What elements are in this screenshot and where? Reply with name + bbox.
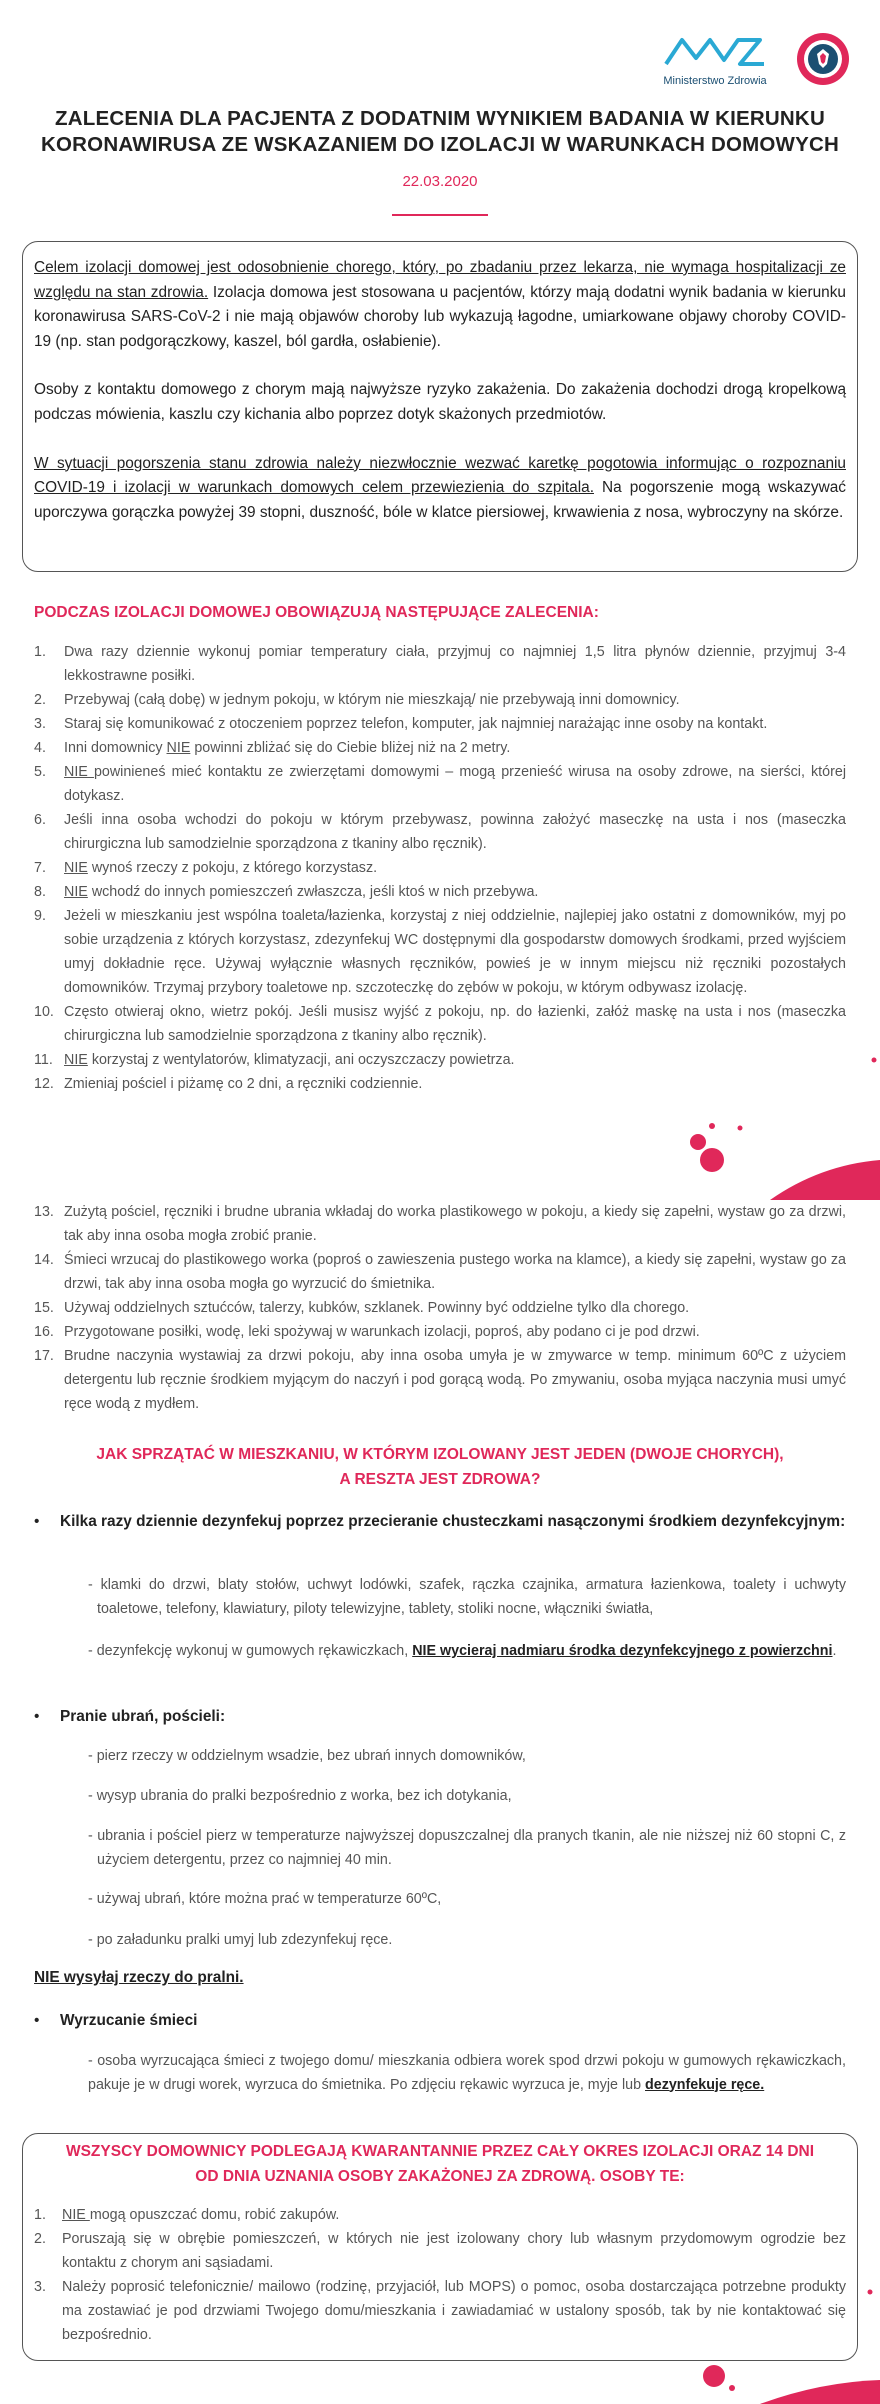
cleaning-bullet-laundry: • Pranie ubrań, pościeli:: [34, 1704, 846, 1729]
list-item: [34, 1248, 846, 1296]
nie-emphasis: NIE: [64, 860, 88, 876]
nie-emphasis: NIE: [62, 2207, 90, 2223]
list-item: [34, 1200, 846, 1248]
disinfect-surfaces-text: - klamki do drzwi, blaty stołów, uchwyt lodówki, szafek, rączka czajnika, armatura łazienkowa, toalety i uchwyty toaletowe, telefony, klawiatury, piloty telewizyjne, tablety, stoliki nocne, włączniki światła,: [88, 1577, 846, 1617]
list-item-text: powinni zbliżać się do Ciebie bliżej niż na 2 metry.: [190, 740, 511, 756]
list-item-number: 17.: [34, 1348, 54, 1364]
list-item-number: 1.: [34, 644, 46, 660]
list-item-number: 6.: [34, 812, 46, 828]
list-item-number: 16.: [34, 1324, 54, 1340]
nie-emphasis: NIE: [166, 740, 191, 756]
laundry-step-3: - ubrania i pościel pierz w temperaturze najwyższej dopuszczalnej dla pranych tkanin, ale nie niższej niż 60 stopni C, z użyciem detergentu, przez co najmniej 40 min.: [88, 1828, 846, 1868]
list-item-text: Należy poprosić telefonicznie/ mailowo (rodzinę, przyjaciół, lub MOPS) o pomoc, osoba dostarczająca potrzebne produkty ma zostawiać je pod drzwiami Twojego domu/mieszkania i zawiadamiać w ustalony sposób, tak by nie kontaktować się bezpośrednio.: [62, 2279, 846, 2343]
list-item: [34, 904, 846, 1000]
list-item-number: 8.: [34, 884, 46, 900]
sanitary-inspection-seal-icon: [796, 32, 850, 86]
decorative-red-dots: [660, 1110, 880, 1200]
laundry-step-1: - pierz rzeczy w oddzielnym wsadzie, bez ubrań innych domowników,: [88, 1748, 526, 1764]
list-item-number: 7.: [34, 860, 46, 876]
list-item-number: 11.: [34, 1052, 53, 1068]
ministry-logo: [660, 34, 770, 87]
list-item: [34, 1296, 846, 1320]
logos: [660, 30, 850, 90]
cleaning-bullet-disinfect: • Kilka razy dziennie dezynfekuj poprzez przecieranie chusteczkami nasączonymi środkiem dezynfekcyjnym:: [34, 1509, 846, 1534]
list-item-text: Zużytą pościel, ręczniki i brudne ubrania wkładaj do worka plastikowego w pokoju, a kiedy się zapełni, wystaw go za drzwi, tak aby inna osoba mogła zrobić pranie.: [64, 1204, 846, 1244]
list-item-text: Staraj się komunikować z otoczeniem poprzez telefon, komputer, jak najmniej narażając inne osoby na kontakt.: [64, 716, 768, 732]
list-item: [34, 1344, 846, 1416]
list-item-number: 3.: [34, 716, 46, 732]
cleaning-bullet-trash: • Wyrzucanie śmieci: [34, 2008, 846, 2033]
nie-emphasis: NIE: [64, 884, 88, 900]
list-item-text: Używaj oddzielnych sztućców, talerzy, kubków, szklanek. Powinny być oddzielne tylko dla chorego.: [64, 1300, 690, 1316]
recommendations-list: [34, 640, 846, 1096]
ministry-logo-icon: [660, 34, 770, 68]
list-item: [34, 2203, 846, 2227]
intro-box: [22, 241, 858, 572]
list-item-text: wynoś rzeczy z pokoju, z którego korzystasz.: [87, 860, 378, 876]
list-item-number: 10.: [34, 1004, 54, 1020]
publication-date: 22.03.2020: [402, 173, 478, 190]
nie-emphasis: NIE: [64, 1052, 88, 1068]
list-item-text: Przygotowane posiłki, wodę, leki spożywaj w warunkach izolacji, poproś, aby podano ci je pod drzwi.: [64, 1324, 700, 1340]
list-item-prefix: Inni domownicy: [64, 740, 167, 756]
list-item-text: mogą opuszczać domu, robić zakupów.: [89, 2207, 340, 2223]
list-item-text: Jeżeli w mieszkaniu jest wspólna toaleta/łazienka, korzystaj z niej oddzielnie, najlepiej jako ostatni z domowników, myj po sobie urządzenia z których korzystasz, zdezynfekuj WC dostępnymi dla gospodarstw domowych środkami, przed wyjściem umyj dokładnie ręce. Używaj wyłącznie własnych ręczników, powieś je w innym miejscu niż ręczniki pozostałych domowników. Trzymaj przybory toaletowe np. szczoteczkę do zębów w pokoju, w którym odbywasz izolację.: [64, 908, 846, 996]
bullet-icon: •: [34, 1513, 40, 1530]
list-item-number: 15.: [34, 1300, 54, 1316]
nie-emphasis: NIE: [64, 764, 94, 780]
list-item: [34, 1000, 846, 1048]
list-item-number: 2.: [34, 2231, 46, 2247]
list-item-text: Śmieci wrzucaj do plastikowego worka (poproś o zawieszenia pustego worka na klamce), a kiedy się zapełni, wystaw go za drzwi, tak aby inna osoba mogła go wyrzucić do śmietnika.: [64, 1252, 846, 1292]
ministry-caption: Ministerstwo Zdrowia: [663, 75, 767, 87]
no-laundromat-warning: NIE wysyłaj rzeczy do pralni.: [34, 1969, 244, 1986]
laundry-step-2: - wysyp ubrania do pralki bezpośrednio z worka, bez ich dotykania,: [88, 1788, 512, 1804]
list-item: [34, 760, 846, 808]
recommendations-heading: PODCZAS IZOLACJI DOMOWEJ OBOWIĄZUJĄ NASTĘPUJĄCE ZALECENIA:: [34, 604, 599, 621]
recommendations-list-continued: [34, 1200, 846, 1416]
list-item: [34, 640, 846, 688]
list-item: [34, 1072, 846, 1096]
list-item-number: 14.: [34, 1252, 54, 1268]
intro-paragraph-1: Celem izolacji domowej jest odosobnienie chorego, który, po zbadaniu przez lekarza, nie wymaga hospitalizacji ze względu na stan zdrowia. Izolacja domowa jest stosowana u pacjentów, którzy mają dodatni wynik badania w kierunku koronawirusa SARS-CoV-2 i nie mają objawów choroby lub wykazują łagodne, umiarkowane objawy choroby COVID-19 (np. stan podgorączkowy, kaszel, ból gardła, osłabienie).: [34, 259, 846, 350]
list-item: [34, 1048, 846, 1072]
list-item-number: 9.: [34, 908, 46, 924]
list-item: [34, 712, 846, 736]
list-item-text: powinieneś mieć kontaktu ze zwierzętami domowymi – mogą przenieść wirusa na osoby zdrowe, na sierści, której dotykasz.: [64, 764, 846, 804]
date-divider: [392, 214, 488, 216]
cleaning-heading: JAK SPRZĄTAĆ W MIESZKANIU, W KTÓRYM IZOLOWANY JEST JEDEN (DWOJE CHORYCH), A RESZTA JEST ZDROWA?: [96, 1446, 784, 1488]
laundry-step-5: - po załadunku pralki umyj lub zdezynfekuj ręce.: [88, 1932, 393, 1948]
list-item-text: Zmieniaj pościel i piżamę co 2 dni, a ręczniki codziennie.: [64, 1076, 423, 1092]
list-item: [34, 880, 846, 904]
list-item: [34, 688, 846, 712]
bullet-icon: •: [34, 2012, 40, 2029]
list-item-number: 1.: [34, 2207, 46, 2223]
list-item: [34, 1320, 846, 1344]
list-item-number: 4.: [34, 740, 46, 756]
decorative-red-dots-bottom: [680, 2270, 880, 2404]
list-item: [34, 808, 846, 856]
list-item: [34, 856, 846, 880]
list-item-number: 12.: [34, 1076, 54, 1092]
list-item-text: korzystaj z wentylatorów, klimatyzacji, ani oczyszczaczy powietrza.: [87, 1052, 515, 1068]
list-item-text: Brudne naczynia wystawiaj za drzwi pokoju, aby inna osoba umyła je w zmywarce w temp. minimum 60ºC z użyciem detergentu lub ręcznie środkiem myjącym do naczyń i pod gorącą wodą. Po zmywaniu, osoba myjąca naczynia musi umyć ręce wodą z mydłem.: [64, 1348, 846, 1412]
list-item-number: 2.: [34, 692, 46, 708]
list-item-text: Jeśli inna osoba wchodzi do pokoju w którym przebywasz, powinna założyć maseczkę na usta i nos (maseczka chirurgiczna lub samodzielnie sporządzona z tkaniny albo ręcznik).: [64, 812, 846, 852]
list-item-text: Przebywaj (całą dobę) w jednym pokoju, w którym nie mieszkają/ nie przebywają inni domownicy.: [64, 692, 680, 708]
bullet-icon: •: [34, 1708, 40, 1725]
list-item-number: 5.: [34, 764, 46, 780]
list-item-text: Często otwieraj okno, wietrz pokój. Jeśli musisz wyjść z pokoju, np. do łazienki, załóż maskę na usta i nos (maseczka chirurgiczna lub samodzielnie sporządzona z tkaniny albo ręcznik).: [64, 1004, 846, 1044]
list-item-number: 3.: [34, 2279, 46, 2295]
trash-disposal-text: - osoba wyrzucająca śmieci z twojego domu/ mieszkania odbiera worek spod drzwi pokoju w gumowych rękawiczkach, pakuje je w drugi worek, wyrzuca do śmietnika. Po zdjęciu rękawic wyrzuca je, myje lub dezynfekuje ręce.: [88, 2053, 846, 2093]
decorative-red-dot: [862, 1050, 880, 1070]
list-item-text: wchodź do innych pomieszczeń zwłaszcza, jeśli ktoś w nich przebywa.: [87, 884, 539, 900]
list-item-text: Dwa razy dziennie wykonuj pomiar temperatury ciała, przyjmuj co najmniej 1,5 litra płynów dziennie, przyjmuj 3-4 lekkostrawne posiłki.: [64, 644, 846, 684]
laundry-step-4: - używaj ubrań, które można prać w temperaturze 60ºC,: [88, 1891, 442, 1907]
disinfect-gloves-text: - dezynfekcję wykonuj w gumowych rękawiczkach, NIE wycieraj nadmiaru środka dezynfekcyjnego z powierzchni.: [88, 1643, 837, 1659]
page-title: ZALECENIA DLA PACJENTA Z DODATNIM WYNIKIEM BADANIA W KIERUNKU KORONAWIRUSA ZE WSKAZANIEM DO IZOLACJI W WARUNKACH DOMOWYCH: [41, 107, 839, 156]
list-item: [34, 2227, 846, 2275]
list-item-text: Poruszają się w obrębie pomieszczeń, w których nie jest izolowany chory lub własnym przydomowym ogrodzie bez kontaktu z chorym ani sąsiadami.: [62, 2231, 846, 2271]
intro-paragraph-3: W sytuacji pogorszenia stanu zdrowia należy niezwłocznie wezwać karetkę pogotowia informując o rozpoznaniu COVID-19 i izolacji w warunkach domowych celem przewiezienia do szpitala. Na pogorszenie mogą wskazywać uporczywa gorączka powyżej 39 stopni, duszność, bóle w klatce piersiowej, krwawienia z nosa, wybroczyny na skórze.: [34, 454, 846, 521]
intro-paragraph-2: Osoby z kontaktu domowego z chorym mają najwyższe ryzyko zakażenia. Do zakażenia dochodzi drogą kropelkową podczas mówienia, kaszlu czy kichania albo poprzez dotyk skażonych przedmiotów.: [34, 381, 846, 423]
list-item: [34, 736, 846, 760]
list-item-number: 13.: [34, 1204, 54, 1220]
quarantine-heading: WSZYSCY DOMOWNICY PODLEGAJĄ KWARANTANNIE PRZEZ CAŁY OKRES IZOLACJI ORAZ 14 DNI OD DNIA UZNANIA OSOBY ZAKAŻONEJ ZA ZDROWĄ. OSOBY TE:: [65, 2143, 815, 2185]
